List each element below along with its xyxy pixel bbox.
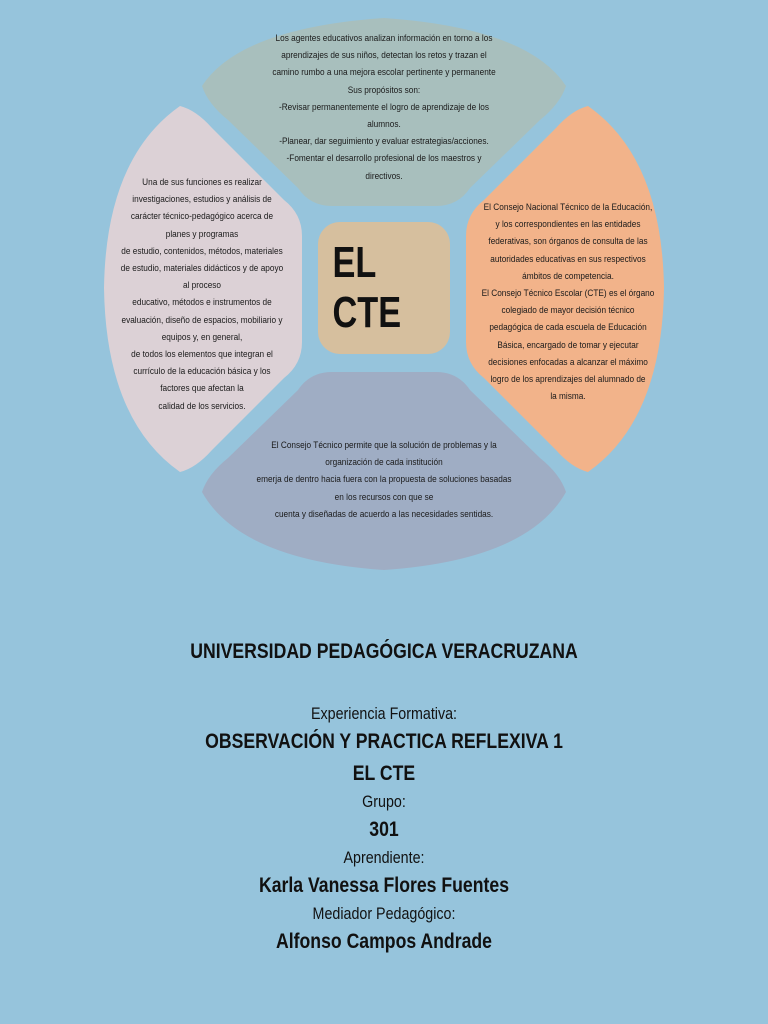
mediator-name: Alfonso Campos Andrade xyxy=(276,930,492,953)
segment-left-line: de estudio, materiales didácticos y de apoyo xyxy=(120,263,284,275)
segment-top-line: -Fomentar el desarrollo profesional de los maestros y xyxy=(286,153,482,165)
segment-right-line: federativas, son órganos de consulta de las xyxy=(488,236,648,248)
experience-label: Experiencia Formativa: xyxy=(310,704,458,723)
segment-left-line: carácter técnico-pedagógico acerca de xyxy=(130,211,274,223)
segment-left-line: educativo, métodos e instrumentos de xyxy=(132,297,272,309)
segment-top-line: camino rumbo a una mejora escolar pertinente y permanente xyxy=(272,67,496,79)
segment-right-line: ámbitos de competencia. xyxy=(522,270,614,282)
center-title: EL CTE xyxy=(332,238,402,337)
segment-right-line: El Consejo Nacional Técnico de la Educación, xyxy=(483,202,653,213)
segment-top-line: -Planear, dar seguimiento y evaluar estrategias/acciones. xyxy=(279,136,489,148)
segment-left-line: investigaciones, estudios y análisis de xyxy=(132,194,272,206)
segment-bottom-line: El Consejo Técnico permite que la solución de problemas y la xyxy=(271,440,497,451)
segment-left-text xyxy=(109,174,295,415)
student-name: Karla Vanessa Flores Fuentes xyxy=(258,874,510,897)
segment-right-text xyxy=(475,199,661,405)
segment-top-line: alumnos. xyxy=(367,119,401,131)
segment-right-line: pedagógica de cada escuela de Educación xyxy=(489,322,647,334)
segment-top-line: Los agentes educativos analizan información en torno a los xyxy=(275,33,493,44)
group-label: Grupo: xyxy=(362,792,406,811)
segment-left-line: de todos los elementos que integran el xyxy=(131,349,273,361)
segment-bottom-line: en los recursos con que se xyxy=(334,491,434,503)
segment-left-line: calidad de los servicios. xyxy=(158,400,246,412)
segment-top-line: directivos. xyxy=(365,170,403,182)
segment-bottom-line: organización de cada institución xyxy=(325,457,443,469)
segment-left-line: planes y programas xyxy=(165,228,239,240)
segment-left-line: factores que afectan la xyxy=(160,383,244,395)
segment-left-line: Una de sus funciones es realizar xyxy=(142,177,262,188)
segment-left-line: al proceso xyxy=(182,280,222,292)
mediator-label: Mediador Pedagógico: xyxy=(312,904,456,923)
segment-top-line: aprendizajes de sus niños, detectan los retos y trazan el xyxy=(281,50,487,62)
segment-left-line: equipos y, en general, xyxy=(161,331,243,343)
segment-left-line: currículo de la educación básica y los xyxy=(133,366,271,378)
segment-left-line: evaluación, diseño de espacios, mobiliario y xyxy=(121,314,283,326)
segment-right-line: autoridades educativas en sus respectivos xyxy=(490,253,646,265)
segment-top-line: -Revisar permanentemente el logro de aprendizaje de los xyxy=(278,101,490,113)
segment-bottom-text xyxy=(238,437,530,523)
experience-value: OBSERVACIÓN Y PRACTICA REFLEXIVA 1 xyxy=(205,730,563,753)
segment-right-line: logro de los aprendizajes del alumnado de xyxy=(490,374,646,386)
segment-left-line: de estudio, contenidos, métodos, materiales xyxy=(121,245,283,257)
segment-right-line: Básica, encargado de tomar y ejecutar xyxy=(497,339,639,351)
segment-right-line: colegiado de mayor decisión técnico xyxy=(501,305,635,317)
segment-right-line: la misma. xyxy=(550,391,586,403)
university-name: UNIVERSIDAD PEDAGÓGICA VERACRUZANA xyxy=(190,640,578,663)
segment-bottom-line: emerja de dentro hacia fuera con la propuesta de soluciones basadas xyxy=(256,474,512,486)
credits-block xyxy=(0,640,768,954)
segment-top-text xyxy=(255,30,513,185)
segment-right-line: y los correspondientes en las entidades xyxy=(495,219,641,231)
segment-top-line: Sus propósitos son: xyxy=(347,84,421,96)
segment-right-line: El Consejo Técnico Escolar (CTE) es el órgano xyxy=(481,288,655,300)
student-label: Aprendiente: xyxy=(343,848,425,867)
segment-bottom-line: cuenta y diseñadas de acuerdo a las necesidades sentidas. xyxy=(274,508,494,520)
segment-right-line: decisiones enfocadas a alcanzar el máximo xyxy=(488,356,648,368)
topic-title: EL CTE xyxy=(352,762,416,785)
group-value: 301 xyxy=(369,818,399,841)
